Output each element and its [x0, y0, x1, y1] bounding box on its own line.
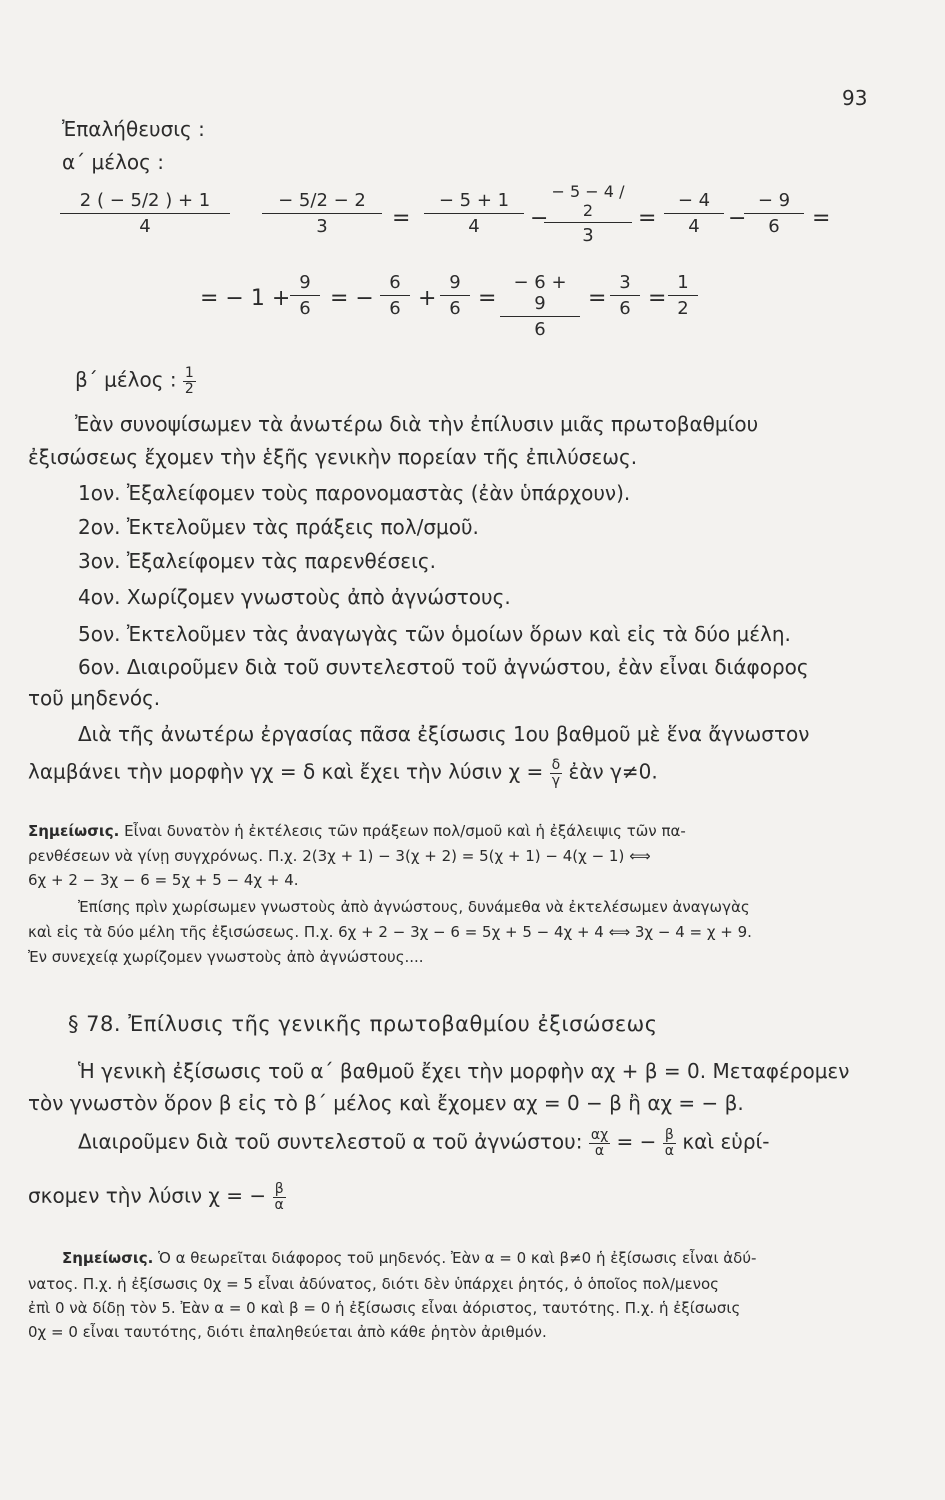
equals-sign: =	[638, 206, 657, 231]
verification-title: Ἐπαλήθευσις :	[62, 117, 205, 141]
step-3: 3ον. Ἐξαλείφομεν τὰς παρενθέσεις.	[78, 549, 436, 573]
fraction-f: $\frac{1}{2}$	[668, 272, 698, 319]
section-line2: τὸν γνωστὸν ὅρον β εἰς τὸ β΄ μέλος καὶ ἔχομεν αχ = 0 − β ἢ αχ = − β.	[28, 1091, 744, 1115]
result-fraction: $\frac{\beta}{\alpha}$	[664, 1127, 674, 1159]
fraction-d: $\frac{- 6 + 9}{6}$	[500, 272, 580, 340]
note2-line3: ἐπὶ 0 νὰ δίδῃ τὸν 5. Ἐὰν α = 0 καὶ β = 0 ἡ ἐξίσωσις εἶναι ἀόριστος, ταυτότης. Π.χ. ἡ ἐξίσωσις	[28, 1299, 741, 1317]
equals-sign: =	[588, 286, 607, 311]
fraction-e: $\frac{3}{6}$	[610, 272, 640, 319]
step-1: 1ον. Ἐξαλείφομεν τοὺς παρονομαστὰς (ἐὰν ὑπάρχουν).	[78, 481, 631, 505]
section-line4: σκομεν τὴν λύσιν χ = − $\frac{\beta}{\alpha}$	[28, 1181, 284, 1213]
note1-line3: 6χ + 2 − 3χ − 6 = 5χ + 5 − 4χ + 4.	[28, 871, 299, 889]
fraction-6: $\frac{- 9}{6}$	[744, 190, 804, 237]
equals-sign: =	[478, 286, 497, 311]
second-member-label: β΄ μέλος : $\frac{1}{2}$	[75, 365, 194, 397]
equals-sign: =	[648, 286, 667, 311]
row2-lead: = − 1 +	[200, 286, 291, 311]
note1-line4: Ἐπίσης πρὶν χωρίσωμεν γνωστοὺς ἀπὸ ἀγνώστους, δυνάμεθα νὰ ἐκτελέσωμεν ἀναγωγὰς	[78, 898, 750, 916]
fraction-5: $\frac{- 4}{4}$	[664, 190, 724, 237]
fraction-2: $\frac{- 5/2 - 2}{3}$	[262, 190, 382, 237]
fraction-1: $\frac{2 ( - 5/2 ) + 1}{4}$	[60, 190, 230, 237]
fraction-a: $\frac{9}{6}$	[290, 272, 320, 319]
summary-intro-line1: Ἐὰν συνοψίσωμεν τὰ ἀνωτέρω διὰ τὴν ἐπίλυσιν μιᾶς πρωτοβαθμίου	[75, 412, 759, 436]
note1-line2: ρενθέσεων νὰ γίνῃ συγχρόνως. Π.χ. 2(3χ + 1) − 3(χ + 2) = 5(χ + 1) − 4(χ − 1) ⟺	[28, 847, 651, 865]
fraction-4: $\frac{- 5 - 4 / 2}{3}$	[544, 182, 632, 246]
section-heading: § 78. Ἐπίλυσις τῆς γενικῆς πρωτοβαθμίου ἐξισώσεως	[68, 1012, 658, 1036]
note1-line1: Σημείωσις. Εἶναι δυνατὸν ἡ ἐκτέλεσις τῶν πράξεων πολ/σμοῦ καὶ ἡ ἐξάλειψις τῶν πα-	[28, 822, 686, 840]
division-fraction: $\frac{\alpha\chi}{\alpha}$	[590, 1127, 609, 1159]
general-line1: Διὰ τῆς ἀνωτέρω ἐργασίας πᾶσα ἐξίσωσις 1ου βαθμοῦ μὲ ἕνα ἄγνωστον	[78, 722, 810, 746]
step-6-continuation: τοῦ μηδενός.	[28, 686, 161, 710]
page-number: 93	[842, 86, 868, 110]
general-line2: λαμβάνει τὴν μορφὴν γχ = δ καὶ ἔχει τὴν λύσιν χ = $\frac{\delta}{\gamma}$ ἐὰν γ≠0.	[28, 757, 658, 789]
step-5: 5ον. Ἐκτελοῦμεν τὰς ἀναγωγὰς τῶν ὁμοίων ὅρων καὶ εἰς τὰ δύο μέλη.	[78, 622, 791, 646]
minus-sign: −	[728, 206, 747, 231]
second-member-fraction: $\frac{1}{2}$	[184, 365, 194, 397]
note2-line2: νατος. Π.χ. ἡ ἐξίσωσις 0χ = 5 εἶναι ἀδύνατος, διότι δὲν ὑπάρχει ῥητός, ὁ ὁποῖος πολ/μενος	[28, 1275, 719, 1293]
step-6: 6ον. Διαιροῦμεν διὰ τοῦ συντελεστοῦ τοῦ ἀγνώστου, ἐὰν εἶναι διάφορος	[78, 655, 809, 679]
solution-fraction: $\frac{\delta}{\gamma}$	[551, 757, 561, 789]
equals-minus: = −	[330, 286, 374, 311]
fraction-b: $\frac{6}{6}$	[380, 272, 410, 319]
section-line3: Διαιροῦμεν διὰ τοῦ συντελεστοῦ α τοῦ ἀγνώστου: $\frac{\alpha\chi}{\alpha}$ = − $\frac{\beta}{\alpha}$ καὶ εὑρί-	[78, 1127, 770, 1159]
note2-line4: 0χ = 0 εἶναι ταυτότης, διότι ἐπαληθεύεται ἀπὸ κάθε ῥητὸν ἀριθμόν.	[28, 1323, 547, 1341]
plus-sign: +	[418, 286, 437, 311]
summary-intro-line2: ἐξισώσεως ἔχομεν τὴν ἑξῆς γενικὴν πορείαν τῆς ἐπιλύσεως.	[28, 445, 638, 469]
fraction-c: $\frac{9}{6}$	[440, 272, 470, 319]
first-member-label: α΄ μέλος :	[62, 150, 164, 174]
section-line1: Ἡ γενικὴ ἐξίσωσις τοῦ α΄ βαθμοῦ ἔχει τὴν μορφὴν αχ + β = 0. Μεταφέρομεν	[78, 1059, 850, 1083]
note1-line6: Ἐν συνεχείᾳ χωρίζομεν γνωστοὺς ἀπὸ ἀγνώστους....	[28, 948, 424, 966]
step-4: 4ον. Χωρίζομεν γνωστοὺς ἀπὸ ἀγνώστους.	[78, 585, 511, 609]
note1-line5: καὶ εἰς τὰ δύο μέλη τῆς ἐξισώσεως. Π.χ. 6χ + 2 − 3χ − 6 = 5χ + 5 − 4χ + 4 ⟺ 3χ − 4 = χ + 9.	[28, 923, 752, 941]
fraction-3: $\frac{- 5 + 1}{4}$	[424, 190, 524, 237]
step-2: 2ον. Ἐκτελοῦμεν τὰς πράξεις πολ/σμοῦ.	[78, 515, 479, 539]
equals-sign: =	[812, 206, 831, 231]
solution-fraction: $\frac{\beta}{\alpha}$	[274, 1181, 284, 1213]
note2-line1: Σημείωσις. Ὁ α θεωρεῖται διάφορος τοῦ μηδενός. Ἐὰν α = 0 καὶ β≠0 ἡ ἐξίσωσις εἶναι ἀδύ-	[62, 1249, 757, 1267]
minus-sign: −	[530, 206, 549, 231]
equals-sign: =	[392, 206, 411, 231]
